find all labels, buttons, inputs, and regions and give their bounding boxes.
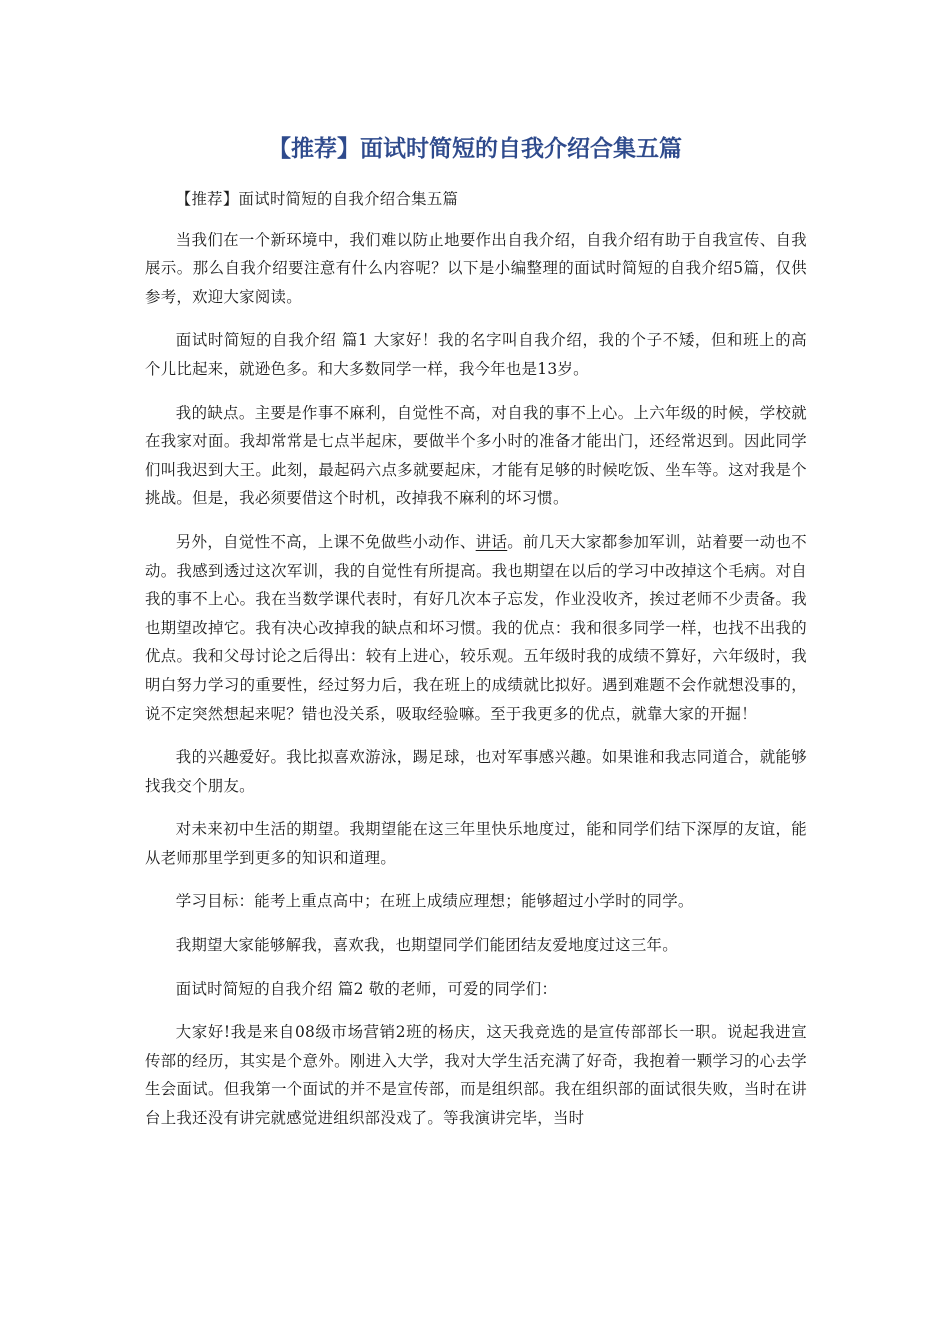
paragraph-expectations: 对未来初中生活的期望。我期望能在这三年里快乐地度过，能和同学们结下深厚的友谊，能从老师那里学到更多的知识和道理。: [145, 820, 807, 867]
document-subtitle: 【推荐】面试时简短的自我介绍合集五篇: [175, 190, 459, 208]
paragraph-hobbies: 我的兴趣爱好。我比拟喜欢游泳，踢足球，也对军事感兴趣。如果谁和我志同道合，就能够找我交个朋友。: [145, 748, 807, 795]
underlined-word: 讲话: [475, 532, 508, 551]
paragraph-part1-opening: 面试时简短的自我介绍 篇1 大家好！我的名字叫自我介绍，我的个子不矮，但和班上的高个儿比起来，就逊色多。和大多数同学一样，我今年也是13岁。: [145, 331, 807, 378]
paragraph-self-discipline: [145, 528, 807, 728]
paragraph-hope: 我期望大家能够解我，喜欢我，也期望同学们能团结友爱地度过这三年。: [175, 936, 678, 955]
paragraph-part2-opening: 面试时简短的自我介绍 篇2 敬的老师，可爱的同学们：: [175, 979, 558, 998]
document-body: [145, 185, 807, 1148]
paragraph-text: 。前几天大家都参加军训，站着要一动也不动。我感到透过这次军训，我的自觉性有所提高。我也期望在以后的学习中改掉这个毛病。对自我的事不上心。我在当数学课代表时，有好几次本子忘发，作业没收齐，挨过老师不少责备。我也期望改掉它。我有决心改掉我的缺点和坏习惯。我的优点：我和很多同学一样，也找不出我的优点。我和父母讨论之后得出：较有上进心，较乐观。五年级时我的成绩不算好，六年级时，我明白努力学习的重要性，经过努力后，我在班上的成绩就比拟好。遇到难题不会作就想没事的，说不定突然想起来呢？错也没关系，吸取经验嘛。至于我更多的优点，就靠大家的开掘！: [145, 532, 808, 723]
paragraph-goals: 学习目标：能考上重点高中；在班上成绩应理想；能够超过小学时的同学。: [175, 892, 694, 911]
paragraph-part2-body: 大家好!我是来自08级市场营销2班的杨庆，这天我竞选的是宣传部部长一职。说起我进宣传部的经历，其实是个意外。刚进入大学，我对大学生活充满了好奇，我抱着一颗学习的心去学生会面试。但我第一个面试的并不是宣传部，而是组织部。我在组织部的面试很失败，当时在讲台上我还没有讲完就感觉进组织部没戏了。等我演讲完毕，当时: [145, 1023, 807, 1128]
paragraph-shortcomings: 我的缺点。主要是作事不麻利，自觉性不高，对自我的事不上心。上六年级的时候，学校就在我家对面。我却常常是七点半起床，要做半个多小时的准备才能出门，还经常迟到。因此同学们叫我迟到大王。此刻，最起码六点多就要起床，才能有足够的时候吃饭、坐车等。这对我是个挑战。但是，我必须要借这个时机，改掉我不麻利的坏习惯。: [145, 403, 807, 508]
paragraph-text: 另外，自觉性不高，上课不免做些小动作、: [175, 532, 476, 551]
document-title: 【推荐】面试时简短的自我介绍合集五篇: [268, 136, 682, 162]
paragraph-intro: 当我们在一个新环境中，我们难以防止地要作出自我介绍，自我介绍有助于自我宣传、自我展示。那么自我介绍要注意有什么内容呢？以下是小编整理的面试时简短的自我介绍5篇，仅供参考，欢迎大家阅读。: [145, 230, 807, 306]
